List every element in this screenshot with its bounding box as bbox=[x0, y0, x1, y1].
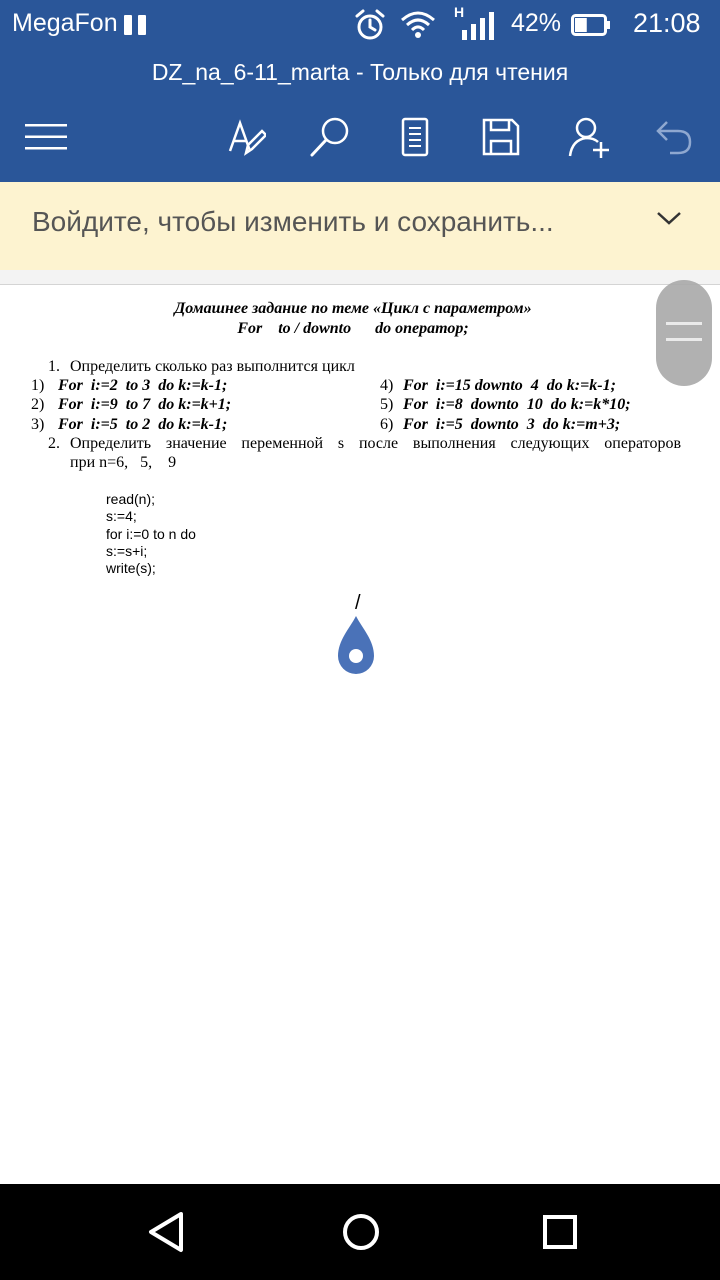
mobile-view-icon bbox=[401, 117, 429, 157]
document-title: DZ_na_6-11_marta - Только для чтения bbox=[0, 50, 720, 94]
cursor-handle-icon[interactable] bbox=[336, 614, 376, 676]
loop-item-number: 2) bbox=[31, 396, 45, 413]
task-2-number: 2. bbox=[48, 435, 60, 452]
chevron-down-icon[interactable] bbox=[656, 210, 682, 226]
cellular-signal-icon bbox=[454, 4, 494, 38]
code-line: s:=4; bbox=[106, 508, 137, 524]
search-button[interactable] bbox=[303, 110, 357, 164]
home-icon[interactable] bbox=[337, 1208, 385, 1256]
carrier-name: MegaFon bbox=[12, 9, 118, 37]
back-icon[interactable] bbox=[143, 1208, 191, 1256]
sim-card-icon bbox=[124, 15, 148, 35]
loop-item-number: 1) bbox=[31, 377, 45, 394]
text-caret: / bbox=[355, 592, 361, 614]
save-button[interactable] bbox=[474, 110, 528, 164]
code-line: write(s); bbox=[106, 560, 156, 576]
loop-item-code: For i:=15 downto 4 do k:=k-1; bbox=[403, 377, 616, 394]
save-icon bbox=[481, 117, 521, 157]
loop-item-number: 6) bbox=[380, 416, 394, 433]
status-bar bbox=[0, 0, 720, 50]
sign-in-banner[interactable] bbox=[0, 182, 720, 271]
edit-button[interactable] bbox=[219, 110, 273, 164]
menu-icon bbox=[25, 124, 67, 150]
loop-item-code: For i:=5 downto 3 do k:=m+3; bbox=[403, 416, 621, 433]
divider bbox=[0, 270, 720, 285]
share-person-icon bbox=[568, 116, 610, 158]
sign-in-message: Войдите, чтобы изменить и сохранить... bbox=[32, 206, 554, 237]
clock: 21:08 bbox=[633, 8, 701, 38]
alarm-clock-icon bbox=[353, 8, 387, 42]
loop-item-code: For i:=5 to 2 do k:=k-1; bbox=[58, 416, 228, 433]
loop-item-number: 4) bbox=[380, 377, 394, 394]
loop-item-code: For i:=2 to 3 do k:=k-1; bbox=[58, 377, 228, 394]
menu-button[interactable] bbox=[19, 110, 73, 164]
document-page[interactable] bbox=[0, 285, 720, 1183]
loop-item-number: 5) bbox=[380, 396, 394, 413]
share-button[interactable] bbox=[562, 110, 616, 164]
code-line: for i:=0 to n do bbox=[106, 526, 196, 542]
code-line: s:=s+i; bbox=[106, 543, 148, 559]
loop-item-number: 3) bbox=[31, 416, 45, 433]
edit-pen-icon bbox=[226, 117, 266, 157]
task-2-text-line2: при n=6, 5, 9 bbox=[70, 454, 177, 471]
network-type-label: H bbox=[454, 4, 465, 20]
battery-percent: 42% bbox=[511, 9, 562, 37]
wifi-icon bbox=[400, 10, 436, 40]
doc-heading: Домашнее задание по теме «Цикл с параметром» bbox=[174, 300, 532, 317]
task-2-text: Определить значение переменной s после выполнения следующих операторов bbox=[70, 435, 681, 452]
search-icon bbox=[308, 115, 352, 159]
undo-icon bbox=[654, 117, 694, 157]
code-line: read(n); bbox=[106, 491, 156, 507]
app-toolbar bbox=[0, 94, 720, 182]
task-1-number: 1. bbox=[48, 358, 60, 375]
mobile-view-button[interactable] bbox=[388, 110, 442, 164]
loop-item-code: For i:=9 to 7 do k:=k+1; bbox=[58, 396, 232, 413]
loop-item-code: For i:=8 downto 10 do k:=k*10; bbox=[403, 396, 631, 413]
scroll-handle[interactable] bbox=[656, 280, 712, 386]
recent-apps-icon[interactable] bbox=[536, 1208, 584, 1256]
battery-icon bbox=[571, 14, 611, 36]
doc-subheading: For to / downto do оператор; bbox=[237, 320, 469, 337]
navigation-bar bbox=[0, 1184, 720, 1280]
task-1-text: Определить сколько раз выполнится цикл bbox=[70, 358, 355, 375]
undo-button[interactable] bbox=[647, 110, 701, 164]
